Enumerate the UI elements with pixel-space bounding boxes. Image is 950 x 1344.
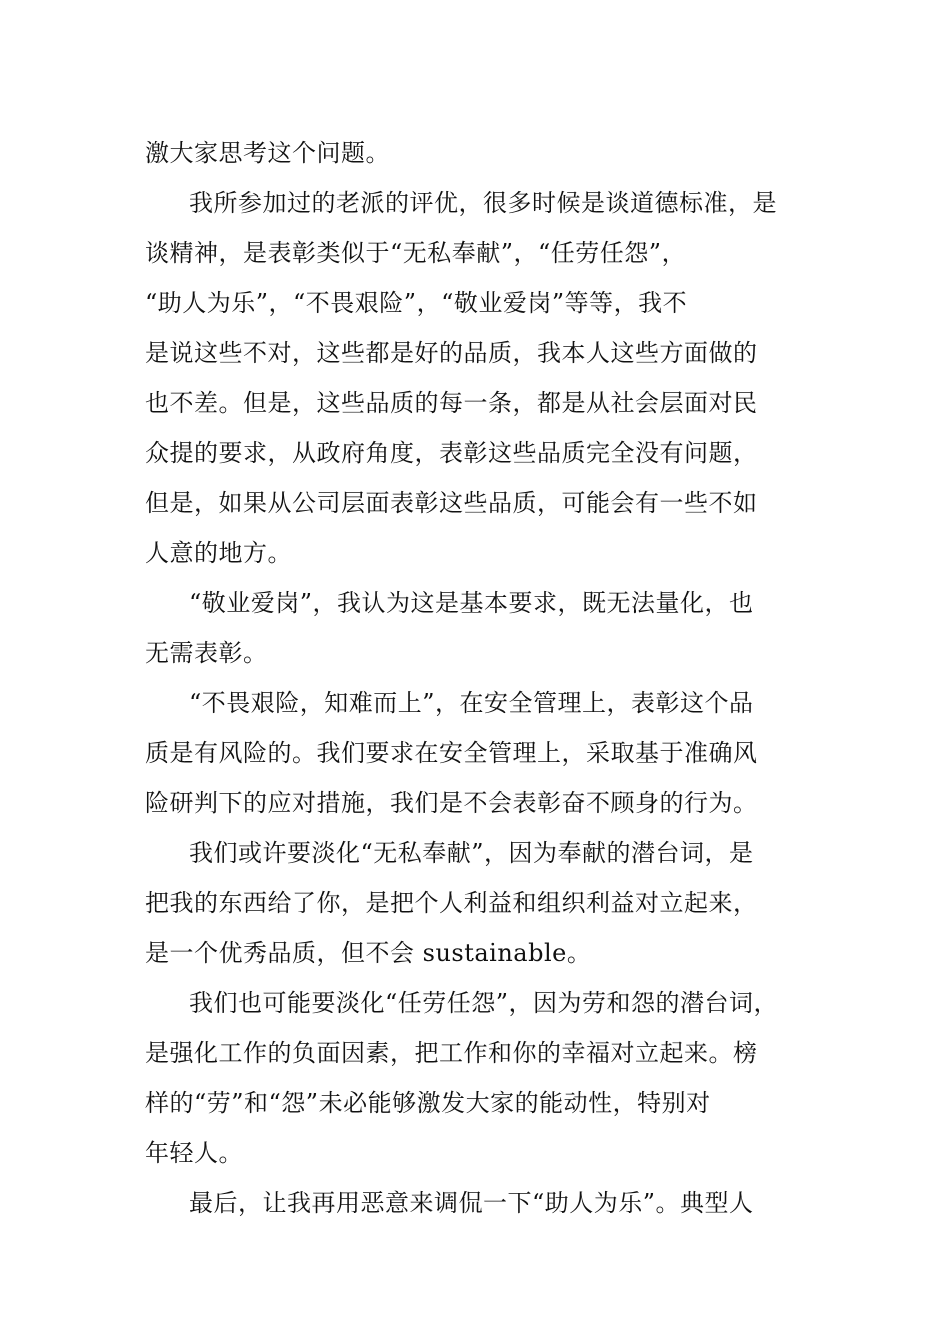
- paragraph-4: [145, 678, 825, 828]
- text-line: 险研判下的应对措施，我们是不会表彰奋不顾身的行为。: [145, 789, 758, 817]
- text-line: 我们也可能要淡化“任劳任怨”，因为劳和怨的潜台词，: [189, 989, 779, 1017]
- text-line: 我所参加过的老派的评优，很多时候是谈道德标准，是: [189, 189, 777, 217]
- text-line: 是一个优秀品质，但不会 sustainable。: [145, 939, 592, 967]
- text-line: 质是有风险的。我们要求在安全管理上，采取基于准确风: [145, 739, 758, 767]
- text-line: 也不差。但是，这些品质的每一条，都是从社会层面对民: [145, 389, 758, 417]
- text-line: 把我的东西给了你，是把个人利益和组织利益对立起来，: [145, 889, 758, 917]
- text-line: 是说这些不对，这些都是好的品质，我本人这些方面做的: [145, 339, 758, 367]
- paragraph-5: [145, 828, 825, 978]
- text-line: 年轻人。: [145, 1139, 243, 1167]
- paragraph-6: [145, 978, 825, 1178]
- text-line: “不畏艰险，知难而上”，在安全管理上，表彰这个品: [189, 689, 754, 717]
- text-line: 无需表彰。: [145, 639, 268, 667]
- paragraph-3: [145, 578, 825, 678]
- text-line: “敬业爱岗”，我认为这是基本要求，既无法量化，也: [189, 589, 754, 617]
- text-line: 样的“劳”和“怨”未必能够激发大家的能动性，特别对: [145, 1089, 711, 1117]
- document-body: [145, 128, 825, 1228]
- text-line: “助人为乐”，“不畏艰险”，“敬业爱岗”等等，我不: [145, 289, 688, 317]
- paragraph-1: [145, 128, 825, 178]
- text-line: 我们或许要淡化“无私奉献”，因为奉献的潜台词，是: [189, 839, 754, 867]
- text-line: 但是，如果从公司层面表彰这些品质，可能会有一些不如: [145, 489, 758, 517]
- text-line: 激大家思考这个问题。: [145, 139, 390, 167]
- paragraph-7: [145, 1178, 825, 1228]
- paragraph-2: [145, 178, 825, 578]
- text-line: 是强化工作的负面因素，把工作和你的幸福对立起来。榜: [145, 1039, 758, 1067]
- text-line: 众提的要求，从政府角度，表彰这些品质完全没有问题，: [145, 439, 758, 467]
- text-line: 最后，让我再用恶意来调侃一下“助人为乐”。典型人: [189, 1189, 754, 1217]
- text-line: 谈精神，是表彰类似于“无私奉献”，“任劳任怨”，: [145, 239, 687, 267]
- text-line: 人意的地方。: [145, 539, 292, 567]
